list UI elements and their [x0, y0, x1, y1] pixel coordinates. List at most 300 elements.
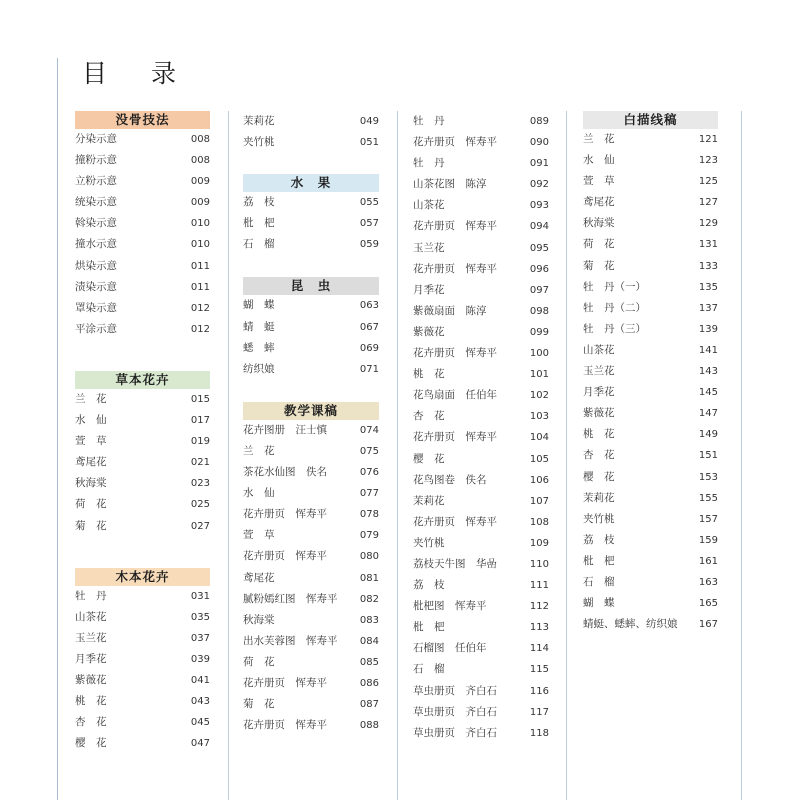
toc-entry[interactable] — [583, 192, 718, 213]
toc-entry-title: 出水芙蓉图 恽寿平 — [243, 634, 338, 647]
toc-entry-title: 菊 花 — [583, 259, 615, 272]
toc-entry-page: 035 — [190, 611, 210, 623]
toc-entry-title: 荔 枝 — [243, 196, 275, 209]
toc-entry-title: 荔 枝 — [413, 579, 445, 592]
toc-entry[interactable] — [413, 723, 549, 744]
toc-entry-title: 腻粉嫣红图 恽寿平 — [243, 592, 338, 605]
toc-entry[interactable] — [413, 533, 549, 554]
toc-entry[interactable] — [413, 322, 549, 343]
toc-entry-title: 水 仙 — [583, 154, 615, 167]
toc-entry-title: 花卉册页 恽寿平 — [413, 136, 497, 149]
toc-entry[interactable] — [75, 213, 210, 234]
toc-entry[interactable] — [583, 467, 718, 488]
toc-entry-page: 085 — [359, 656, 379, 668]
toc-entry[interactable] — [413, 575, 549, 596]
toc-entry[interactable] — [75, 670, 210, 691]
toc-entry-title: 夹竹桃 — [583, 512, 615, 525]
column-separator — [566, 111, 567, 800]
toc-entry-title: 月季花 — [75, 652, 107, 665]
toc-entry[interactable] — [413, 554, 549, 575]
toc-entry-title: 牡 丹 — [413, 115, 445, 127]
toc-entry-page: 113 — [529, 622, 549, 634]
toc-entry-page: 108 — [529, 516, 549, 528]
toc-entry[interactable] — [243, 420, 379, 441]
toc-entry-page: 094 — [529, 221, 549, 233]
toc-entry-page: 083 — [359, 614, 379, 626]
toc-entry-title: 花鸟图卷 佚名 — [413, 473, 487, 486]
toc-entry-page: 087 — [359, 699, 379, 711]
toc-entry-title: 玉兰花 — [583, 365, 615, 378]
section-head-baimiao: 白描线稿 — [583, 111, 718, 129]
toc-entry-title: 撞水示意 — [75, 238, 117, 251]
toc-entry-page: 135 — [698, 281, 718, 293]
toc-entry-page: 147 — [698, 408, 718, 420]
toc-entry-title: 花卉册页 恽寿平 — [413, 347, 497, 360]
toc-entry-page: 027 — [190, 520, 210, 532]
toc-entry-title: 蜻蜓、蟋蟀、纺织娘 — [583, 618, 678, 631]
toc-entry[interactable] — [583, 256, 718, 277]
toc-entry[interactable] — [243, 694, 379, 715]
toc-entry-title: 水 仙 — [243, 487, 275, 500]
section-list — [243, 420, 379, 736]
toc-entry-title: 荷 花 — [75, 498, 107, 511]
toc-entry[interactable] — [243, 483, 379, 504]
toc-entry-title: 水 仙 — [75, 414, 107, 427]
toc-entry[interactable] — [413, 470, 549, 491]
toc-entry-title: 萱 草 — [583, 175, 615, 188]
toc-entry-page: 076 — [359, 467, 379, 479]
toc-entry[interactable] — [413, 174, 549, 195]
toc-entry-page: 012 — [190, 323, 210, 335]
toc-entry[interactable] — [75, 712, 210, 733]
toc-entry[interactable] — [583, 488, 718, 509]
section-head-shuiguo: 水 果 — [243, 174, 379, 192]
toc-entry[interactable] — [243, 317, 379, 338]
toc-entry-page: 069 — [359, 342, 379, 354]
toc-entry-page: 106 — [529, 474, 549, 486]
toc-entry[interactable] — [243, 359, 379, 380]
toc-entry[interactable] — [75, 234, 210, 255]
toc-entry-page: 161 — [698, 555, 718, 567]
toc-entry-title: 枇 杷 — [413, 621, 445, 634]
toc-entry-title: 山茶花 — [75, 610, 107, 623]
toc-entry-page: 139 — [698, 323, 718, 335]
left-accent-rule — [57, 58, 58, 800]
toc-entry[interactable] — [75, 431, 210, 452]
toc-entry-title: 紫薇花 — [75, 673, 107, 686]
toc-entry-title: 牡 丹（二） — [583, 301, 646, 314]
toc-entry-page: 031 — [190, 590, 210, 602]
toc-entry-page: 090 — [529, 137, 549, 149]
toc-entry[interactable] — [413, 153, 549, 174]
toc-entry-page: 100 — [529, 348, 549, 360]
toc-entry-page: 047 — [190, 738, 210, 750]
toc-entry[interactable] — [413, 659, 549, 680]
toc-entry[interactable] — [583, 614, 718, 635]
toc-entry-title: 罩染示意 — [75, 301, 117, 314]
toc-entry-page: 163 — [698, 576, 718, 588]
toc-entry[interactable] — [243, 234, 379, 255]
toc-entry-title: 荷 花 — [243, 655, 275, 668]
toc-entry[interactable] — [583, 213, 718, 234]
toc-entry[interactable] — [75, 171, 210, 192]
toc-entry[interactable] — [243, 652, 379, 673]
section-head-jiaoxue: 教学课稿 — [243, 402, 379, 420]
toc-entry-page: 155 — [698, 492, 718, 504]
toc-entry[interactable] — [583, 424, 718, 445]
toc-entry-title: 花卉册页 恽寿平 — [413, 431, 497, 444]
toc-entry-title: 鸢尾花 — [75, 456, 107, 469]
toc-entry[interactable] — [583, 277, 718, 298]
toc-column-1 — [75, 111, 210, 800]
toc-entry-title: 蝴 蝶 — [583, 597, 615, 610]
toc-entry[interactable] — [583, 445, 718, 466]
section-list — [243, 295, 379, 379]
toc-entry[interactable] — [413, 406, 549, 427]
toc-entry[interactable] — [75, 516, 210, 537]
toc-entry[interactable] — [413, 238, 549, 259]
toc-entry-title: 兰 花 — [243, 444, 275, 457]
toc-entry[interactable] — [583, 150, 718, 171]
toc-entry-title: 花卉图册 汪士慎 — [243, 423, 327, 436]
toc-entry[interactable] — [243, 504, 379, 525]
toc-entry[interactable] — [243, 132, 379, 153]
toc-entry-title: 石 榴 — [413, 663, 445, 676]
toc-entry[interactable] — [75, 277, 210, 298]
toc-entry-title: 烘染示意 — [75, 259, 117, 272]
toc-entry[interactable] — [413, 638, 549, 659]
toc-entry-page: 055 — [359, 197, 379, 209]
toc-entry-page: 096 — [529, 263, 549, 275]
toc-entry-page: 010 — [190, 239, 210, 251]
toc-entry-title: 牡 丹 — [413, 157, 445, 170]
toc-entry-page: 063 — [359, 300, 379, 312]
toc-entry[interactable] — [243, 441, 379, 462]
toc-entry-title: 杏 花 — [413, 410, 445, 423]
toc-entry-title: 石 榴 — [243, 238, 275, 251]
toc-entry-title: 山茶花 — [583, 343, 615, 356]
toc-entry[interactable] — [413, 702, 549, 723]
toc-entry[interactable] — [243, 192, 379, 213]
toc-entry[interactable] — [413, 681, 549, 702]
toc-entry[interactable] — [413, 132, 549, 153]
toc-entry-page: 079 — [359, 530, 379, 542]
section-head-caomu: 草本花卉 — [75, 371, 210, 389]
toc-entry-page: 077 — [359, 488, 379, 500]
toc-entry[interactable] — [243, 631, 379, 652]
toc-entry-page: 093 — [529, 200, 549, 212]
toc-entry-page: 109 — [529, 537, 549, 549]
toc-entry-page: 114 — [529, 643, 549, 655]
toc-entry[interactable] — [583, 530, 718, 551]
toc-entry[interactable] — [583, 403, 718, 424]
toc-entry-title: 平涂示意 — [75, 322, 117, 335]
toc-entry-title: 草虫册页 齐白石 — [413, 705, 497, 718]
toc-entry[interactable] — [583, 298, 718, 319]
toc-entry-title: 菊 花 — [243, 698, 275, 711]
toc-entry-title: 蝴 蝶 — [243, 299, 275, 312]
toc-entry-title: 分染示意 — [75, 133, 117, 145]
toc-entry-title: 山茶花图 陈淳 — [413, 178, 487, 191]
toc-entry[interactable] — [243, 673, 379, 694]
toc-entry-title: 撞粉示意 — [75, 154, 117, 167]
toc-entry-page: 057 — [359, 218, 379, 230]
section-head-kunchong: 昆 虫 — [243, 277, 379, 295]
toc-entry[interactable] — [583, 319, 718, 340]
toc-entry[interactable] — [75, 494, 210, 515]
toc-entry[interactable] — [583, 593, 718, 614]
toc-entry[interactable] — [75, 319, 210, 340]
toc-entry-page: 115 — [529, 664, 549, 676]
toc-entry-page: 045 — [190, 717, 210, 729]
toc-entry-title: 牡 丹 — [75, 589, 107, 602]
toc-entry-page: 118 — [529, 727, 549, 739]
toc-entry-title: 枇 杷 — [243, 217, 275, 230]
page-title: 目 录 — [82, 59, 194, 88]
toc-entry-page: 049 — [359, 116, 379, 127]
toc-entry[interactable] — [243, 610, 379, 631]
toc-entry-page: 078 — [359, 509, 379, 521]
toc-entry-page: 104 — [529, 432, 549, 444]
toc-entry-title: 茉莉花 — [243, 115, 275, 127]
toc-entry[interactable] — [413, 301, 549, 322]
toc-entry[interactable] — [243, 295, 379, 316]
toc-entry[interactable] — [413, 427, 549, 448]
toc-entry-page: 091 — [529, 158, 549, 170]
toc-entry-page: 141 — [698, 344, 718, 356]
toc-entry-title: 樱 花 — [583, 470, 615, 483]
toc-entry-page: 165 — [698, 598, 718, 610]
toc-entry[interactable] — [75, 452, 210, 473]
toc-entry[interactable] — [75, 192, 210, 213]
toc-entry[interactable] — [75, 389, 210, 410]
toc-entry-title: 山茶花 — [413, 199, 445, 212]
toc-entry[interactable] — [413, 364, 549, 385]
toc-entry-title: 月季花 — [583, 386, 615, 399]
toc-entry[interactable] — [413, 596, 549, 617]
toc-entry-title: 花卉册页 恽寿平 — [413, 262, 497, 275]
toc-entry[interactable] — [243, 715, 379, 736]
toc-entry-title: 茉莉花 — [583, 491, 615, 504]
toc-entry-page: 159 — [698, 534, 718, 546]
toc-entry-page: 111 — [529, 580, 549, 592]
toc-entry-title: 花卉册页 恽寿平 — [243, 719, 327, 732]
toc-entry-page: 089 — [529, 116, 549, 127]
toc-entry-title: 玉兰花 — [413, 241, 445, 254]
toc-entry[interactable] — [413, 216, 549, 237]
toc-entry-title: 秋海棠 — [243, 613, 275, 626]
toc-entry[interactable] — [413, 343, 549, 364]
toc-entry[interactable] — [583, 171, 718, 192]
toc-entry-page: 021 — [190, 457, 210, 469]
toc-entry-page: 151 — [698, 450, 718, 462]
toc-entry-title: 萱 草 — [75, 435, 107, 448]
toc-entry-page: 088 — [359, 720, 379, 732]
column-separator — [228, 111, 229, 800]
toc-entry-page: 067 — [359, 321, 379, 333]
toc-entry-title: 茶花水仙图 佚名 — [243, 466, 327, 479]
section-list — [413, 111, 549, 744]
toc-entry-page: 133 — [698, 260, 718, 272]
toc-entry-title: 荷 花 — [583, 238, 615, 251]
toc-entry[interactable] — [75, 628, 210, 649]
toc-entry-title: 夹竹桃 — [243, 136, 275, 149]
toc-column-4 — [583, 111, 718, 800]
toc-entry-page: 009 — [190, 197, 210, 209]
toc-entry[interactable] — [243, 213, 379, 234]
toc-entry-title: 花卉册页 恽寿平 — [243, 550, 327, 563]
toc-entry[interactable] — [583, 572, 718, 593]
toc-entry[interactable] — [75, 691, 210, 712]
toc-entry-title: 牡 丹（三） — [583, 322, 646, 335]
toc-entry-page: 112 — [529, 601, 549, 613]
toc-entry[interactable] — [75, 410, 210, 431]
toc-entry[interactable] — [583, 340, 718, 361]
section-list — [243, 192, 379, 255]
toc-entry-page: 127 — [698, 197, 718, 209]
toc-entry[interactable] — [75, 607, 210, 628]
toc-entry-title: 统染示意 — [75, 196, 117, 209]
toc-entry-page: 008 — [190, 155, 210, 167]
toc-entry[interactable] — [75, 256, 210, 277]
toc-entry[interactable] — [583, 234, 718, 255]
toc-entry-page: 041 — [190, 674, 210, 686]
toc-entry-title: 玉兰花 — [75, 631, 107, 644]
toc-entry[interactable] — [243, 568, 379, 589]
toc-entry-page: 167 — [698, 619, 718, 631]
toc-entry-page: 149 — [698, 429, 718, 441]
toc-entry[interactable] — [75, 129, 210, 150]
toc-entry-page: 025 — [190, 499, 210, 511]
toc-entry-title: 月季花 — [413, 283, 445, 296]
toc-entry-page: 081 — [359, 572, 379, 584]
toc-entry-page: 131 — [698, 239, 718, 251]
toc-entry[interactable] — [413, 512, 549, 533]
toc-entry-page: 107 — [529, 495, 549, 507]
toc-entry-page: 095 — [529, 242, 549, 254]
toc-entry[interactable] — [75, 649, 210, 670]
section-list — [75, 129, 210, 340]
toc-entry-title: 紫薇扇面 陈淳 — [413, 304, 487, 317]
toc-entry[interactable] — [583, 382, 718, 403]
toc-entry-title: 蟋 蟀 — [243, 341, 275, 354]
toc-entry-page: 105 — [529, 453, 549, 465]
toc-entry-page: 051 — [359, 137, 379, 149]
toc-entry-title: 紫薇花 — [583, 407, 615, 420]
toc-entry[interactable] — [75, 473, 210, 494]
toc-entry-page: 075 — [359, 445, 379, 457]
toc-entry[interactable] — [243, 462, 379, 483]
toc-entry-title: 鸢尾花 — [243, 571, 275, 584]
toc-entry[interactable] — [413, 195, 549, 216]
toc-entry-title: 鸢尾花 — [583, 196, 615, 209]
toc-entry-page: 010 — [190, 218, 210, 230]
toc-entry[interactable] — [243, 546, 379, 567]
section-list — [243, 111, 379, 153]
toc-entry[interactable] — [413, 280, 549, 301]
toc-entry[interactable] — [413, 449, 549, 470]
toc-entry-title: 石榴图 任伯年 — [413, 642, 487, 655]
toc-entry-title: 兰 花 — [583, 133, 615, 145]
column-separator — [741, 111, 742, 800]
toc-entry-page: 102 — [529, 390, 549, 402]
toc-entry-title: 桃 花 — [583, 428, 615, 441]
section-head-meigu: 没骨技法 — [75, 111, 210, 129]
toc-entry-title: 石 榴 — [583, 575, 615, 588]
toc-entry-page: 097 — [529, 284, 549, 296]
toc-entry-page: 153 — [698, 471, 718, 483]
toc-entry-page: 125 — [698, 176, 718, 188]
toc-entry-title: 花卉册页 恽寿平 — [243, 676, 327, 689]
toc-entry-page: 009 — [190, 176, 210, 188]
toc-entry-title: 荔 枝 — [583, 533, 615, 546]
toc-entry-page: 129 — [698, 218, 718, 230]
toc-entry-page: 017 — [190, 415, 210, 427]
toc-entry-page: 092 — [529, 179, 549, 191]
toc-entry-title: 萱 草 — [243, 529, 275, 542]
toc-entry-title: 秋海棠 — [583, 217, 615, 230]
toc-entry-page: 099 — [529, 326, 549, 338]
toc-entry[interactable] — [243, 589, 379, 610]
section-list — [75, 586, 210, 755]
toc-entry-page: 012 — [190, 302, 210, 314]
toc-entry-page: 019 — [190, 436, 210, 448]
toc-entry[interactable] — [583, 361, 718, 382]
toc-entry[interactable] — [243, 338, 379, 359]
toc-entry-title: 蜻 蜓 — [243, 320, 275, 333]
toc-entry-page: 084 — [359, 635, 379, 647]
toc-entry[interactable] — [583, 551, 718, 572]
toc-entry-title: 渍染示意 — [75, 280, 117, 293]
toc-entry-title: 紫薇花 — [413, 325, 445, 338]
toc-entry[interactable] — [413, 617, 549, 638]
toc-entry-page: 037 — [190, 632, 210, 644]
toc-entry-title: 樱 花 — [75, 737, 107, 750]
toc-entry-page: 101 — [529, 369, 549, 381]
toc-entry[interactable] — [583, 129, 718, 150]
toc-entry[interactable] — [75, 298, 210, 319]
column-separator — [397, 111, 398, 800]
section-head-mumu: 木本花卉 — [75, 568, 210, 586]
toc-entry-title: 牡 丹（一） — [583, 280, 646, 293]
toc-entry[interactable] — [243, 111, 379, 132]
toc-entry[interactable] — [413, 385, 549, 406]
toc-entry[interactable] — [243, 525, 379, 546]
toc-entry-title: 杏 花 — [75, 716, 107, 729]
toc-entry-title: 茉莉花 — [413, 494, 445, 507]
toc-entry[interactable] — [583, 509, 718, 530]
toc-entry[interactable] — [413, 259, 549, 280]
toc-entry-page: 011 — [190, 260, 210, 272]
toc-entry-page: 123 — [698, 155, 718, 167]
toc-entry[interactable] — [413, 491, 549, 512]
toc-entry-title: 杏 花 — [583, 449, 615, 462]
toc-entry-title: 桃 花 — [75, 695, 107, 708]
toc-entry-title: 立粉示意 — [75, 175, 117, 188]
toc-entry[interactable] — [75, 586, 210, 607]
toc-entry-page: 039 — [190, 653, 210, 665]
toc-entry-title: 草虫册页 齐白石 — [413, 726, 497, 739]
toc-entry[interactable] — [75, 150, 210, 171]
toc-entry-page: 121 — [698, 134, 718, 145]
toc-entry-page: 080 — [359, 551, 379, 563]
toc-entry-title: 花卉册页 恽寿平 — [243, 508, 327, 521]
toc-entry-page: 071 — [359, 363, 379, 375]
section-list — [583, 129, 718, 635]
toc-entry[interactable] — [75, 733, 210, 754]
toc-entry-page: 008 — [190, 134, 210, 145]
toc-entry[interactable] — [413, 111, 549, 132]
